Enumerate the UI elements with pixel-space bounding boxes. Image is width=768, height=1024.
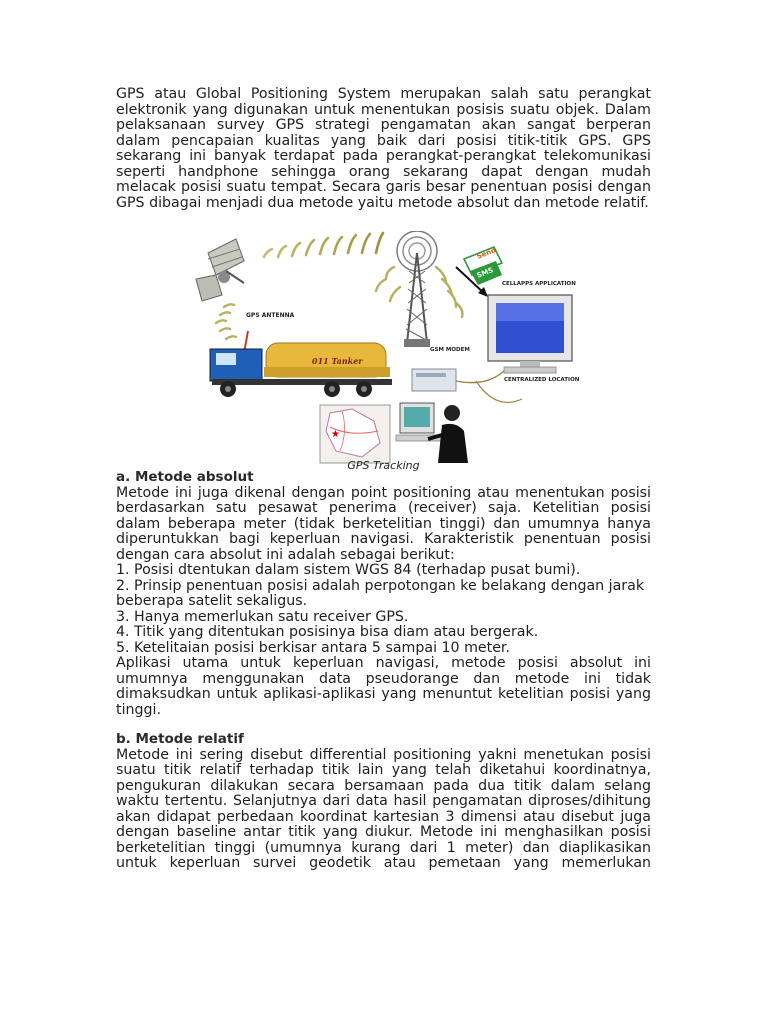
list-item: 3. Hanya memerlukan satu receiver GPS. [116,608,409,625]
list-item: 1. Posisi dtentukan dalam sistem WGS 84 (terhadap pusat bumi). [116,562,581,578]
section-b-body: Metode ini sering disebut differential positioning yakni menetukan posisi suatu titik relatif terhadap titik lain yang telah diketahui koordinatnya, pengukuran dilakukan secara bersamaan pada dua titik dalam selang waktu tertentu. Selanjutnya dari data hasil pengamatan diproses/dihitung akan didapat perbedaan koordinat kartesian 3 dimensi atau disebut juga dengan baseline antar titik yang diukur. Metode ini menghasilkan posisi berketelitian tinggi (umumnya kurang dari 1 meter) dan diaplikasikan untuk keperluan survei geodetik atau pemetaan yang memerlukan [116,746,651,871]
truck-icon [210,343,392,397]
cellapps-label: CELLAPPS APPLICATION [502,281,576,287]
map-icon [320,405,390,463]
signal-waves-icon [436,267,462,317]
satellite-icon [196,239,244,301]
gps-tracking-illustration [116,231,651,473]
characteristics-list [116,563,651,656]
list-item: 2. Prinsip penentuan posisi adalah perpotongan ke belakang dengan jarak beberapa satelit sekaligus. [116,577,645,609]
operator-icon [396,403,468,463]
document-page [116,87,651,872]
section-b-heading: b. Metode relatif [116,731,244,747]
sms-label: SMS [475,266,495,280]
section-a-closing: Aplikasi utama untuk keperluan navigasi, metode posisi absolut ini umumnya menggunakan data pseudorange dan metode ini tidak dimaksudkan untuk aplikasi-aplikasi yang menuntut ketelitian posisi yang tinggi. [116,655,651,718]
gps-antenna-label: GPS ANTENNA [246,312,295,319]
gps-tracking-figure [116,231,651,473]
signal-waves-icon [264,233,383,257]
signal-waves-icon [376,267,400,301]
antenna-waves-icon [216,304,236,339]
cell-tower-icon [397,231,437,347]
gsm-modem-icon [412,369,456,391]
centralized-label: CENTRALIZED LOCATION [504,377,580,383]
section-a-body: Metode ini juga dikenal dengan point positioning atau menentukan posisi berdasarkan satu pesawat penerima (receiver) saja. Ketelitian posisi dalam beberapa meter (tidak berketelitian tinggi) dan umumnya hanya diperuntukkan bagi keperluan navigasi. Karakteristik penentuan posisi dengan cara absolut ini adalah sebagai berikut: [116,484,651,563]
monitor-icon [488,295,572,373]
truck-label: 011 Tanker [312,356,363,366]
send-label: Send [475,246,498,261]
gsm-modem-label: GSM MODEM [430,347,470,353]
svg-text:★: ★ [331,429,340,440]
list-item: 4. Titik yang ditentukan posisinya bisa diam atau bergerak. [116,624,539,640]
list-item: 5. Ketelitaian posisi berkisar antara 5 sampai 10 meter. [116,639,510,656]
section-a-heading: a. Metode absolut [116,469,254,485]
figure-caption: GPS Tracking [347,459,420,472]
intro-paragraph: GPS atau Global Positioning System merupakan salah satu perangkat elektronik yang digunakan untuk menentukan posisis suatu objek. Dalam pelaksanaan survey GPS strategi pengamatan akan sangat berperan dalam pencapaian kualitas yang baik dari posisi titik-titik GPS. GPS sekarang ini banyak terdapat pada perangkat-perangkat telekomunikasi seperti handphone sehingga orang sekarang dapat dengan mudah melacak posisi suatu tempat. Secara garis besar penentuan posisi dengan GPS dibagai menjadi dua metode yaitu metode absolut dan metode relatif. [116,86,651,211]
